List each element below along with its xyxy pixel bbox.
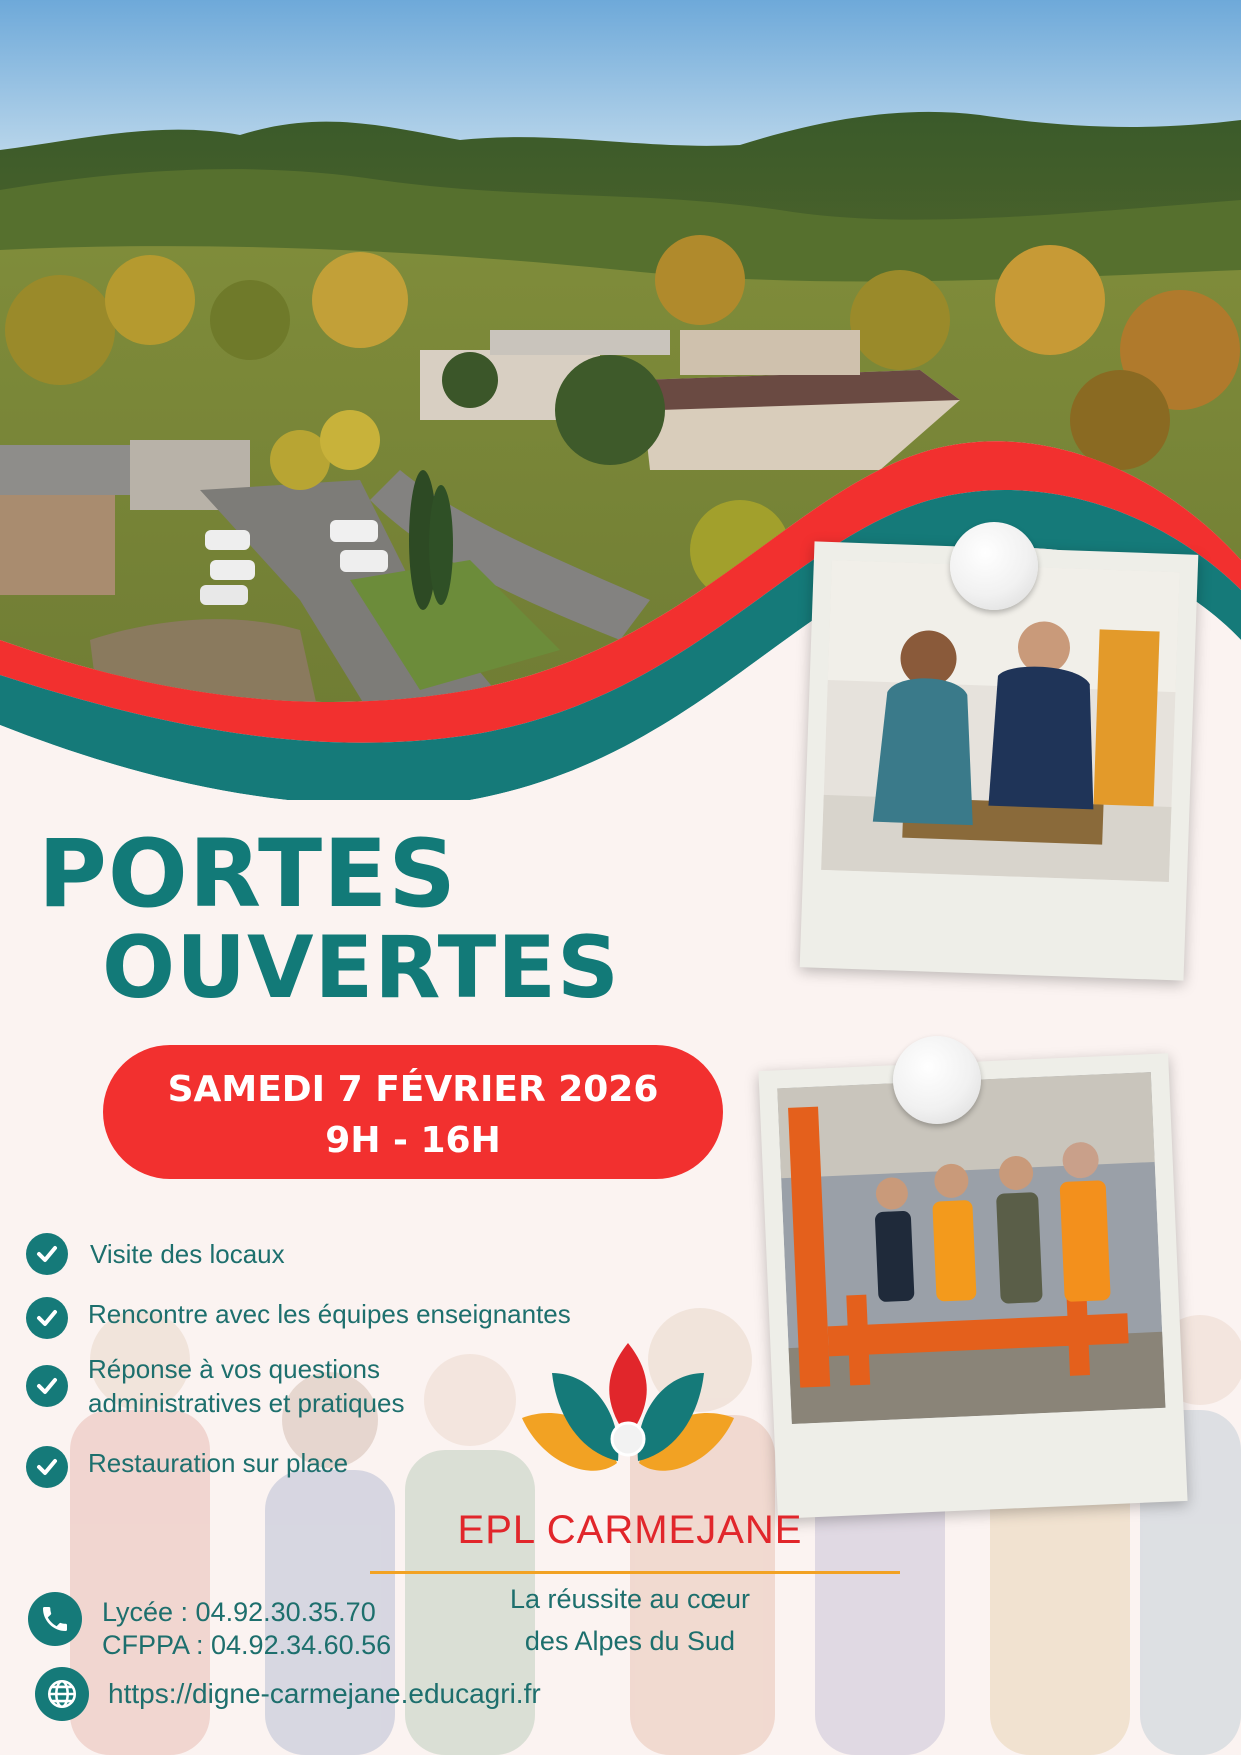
check-icon [26, 1446, 68, 1488]
feature-text: Réponse à vos questions [88, 1354, 380, 1384]
tagline-line-2: des Alpes du Sud [524, 1626, 736, 1656]
feature-text: administratives et pratiques [88, 1388, 405, 1418]
photo-frame-workshop [758, 1053, 1187, 1518]
title-line-1: PORTES [38, 820, 457, 929]
feature-text: Restauration sur place [88, 1448, 349, 1478]
feature-item [26, 1233, 285, 1275]
pin-icon [950, 522, 1038, 610]
check-icon [26, 1233, 68, 1275]
cfppa-phone: CFPPA : 04.92.34.60.56 [102, 1630, 392, 1660]
logo-tagline [440, 1578, 820, 1662]
feature-item [26, 1354, 405, 1420]
check-icon [26, 1365, 68, 1407]
feature-item [26, 1297, 571, 1339]
event-hours: 9H - 16H [325, 1120, 501, 1161]
check-icon [26, 1297, 68, 1339]
phone-icon [28, 1592, 82, 1646]
feature-text-block [88, 1352, 404, 1420]
event-date-badge [103, 1045, 723, 1179]
logo-name: EPL CARMEJANE [457, 1508, 803, 1552]
globe-icon [35, 1667, 89, 1721]
title-line-2: OUVERTES [102, 918, 620, 1018]
workshop-photo [777, 1072, 1165, 1424]
feature-text: Visite des locaux [90, 1239, 285, 1269]
feature-text: Rencontre avec les équipes enseignantes [88, 1299, 571, 1329]
lotus-logo-icon [522, 1343, 734, 1491]
website-link[interactable]: https://digne-carmejane.educagri.fr [108, 1678, 541, 1709]
tagline-line-1: La réussite au cœur [509, 1584, 751, 1614]
logo-divider [370, 1571, 900, 1574]
feature-item [26, 1446, 348, 1488]
lycee-phone: Lycée : 04.92.30.35.70 [102, 1597, 376, 1627]
event-date: SAMEDI 7 FÉVRIER 2026 [167, 1069, 659, 1110]
pin-icon [893, 1036, 981, 1124]
